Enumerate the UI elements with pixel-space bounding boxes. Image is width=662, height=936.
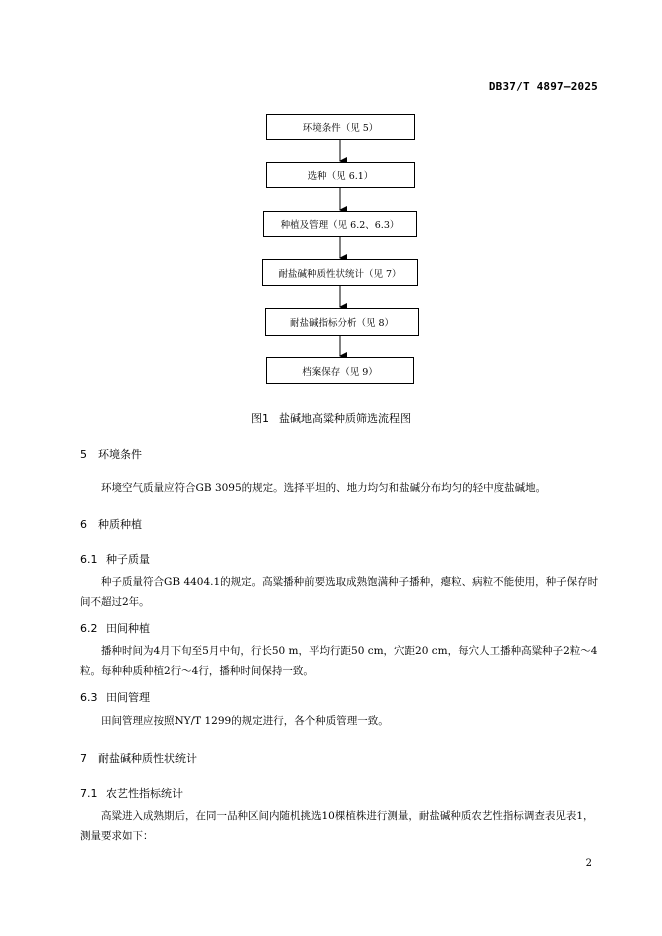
section-title: 种子质量 — [106, 553, 150, 566]
section-number: 7 — [80, 752, 87, 765]
section-title: 耐盐碱种质性状统计 — [98, 752, 197, 765]
section-6-3-heading — [80, 689, 150, 705]
section-title: 环境条件 — [98, 448, 142, 461]
flow-box-trait-statistics: 耐盐碱种质性状统计（见 7） — [262, 259, 418, 286]
section-title: 田间管理 — [106, 691, 150, 704]
section-number: 6.3 — [80, 691, 98, 704]
figure-number: 图1 — [251, 412, 269, 425]
flow-box-archive: 档案保存（见 9） — [266, 357, 414, 384]
section-number: 6.1 — [80, 553, 98, 566]
section-title: 农艺性指标统计 — [106, 787, 183, 800]
section-7-heading — [80, 750, 197, 766]
document-code-header: DB37/T 4897—2025 — [488, 80, 598, 93]
section-6-3-body: 田间管理应按照NY/T 1299的规定进行，各个种质管理一致。 — [101, 715, 389, 727]
section-number: 6.2 — [80, 622, 98, 635]
figure-title: 盐碱地高粱种质筛选流程图 — [279, 412, 411, 425]
page-number: 2 — [585, 858, 592, 869]
section-number: 5 — [80, 448, 87, 461]
section-6-heading — [80, 516, 142, 532]
flowchart-arrows — [0, 0, 662, 400]
flow-box-index-analysis: 耐盐碱指标分析（见 8） — [265, 308, 419, 336]
section-5-body: 环境空气质量应符合GB 3095的规定。选择平坦的、地力均匀和盐碱分布均匀的轻中度盐碱地。 — [101, 482, 547, 494]
section-number: 6 — [80, 518, 87, 531]
section-6-1-body: 种子质量符合GB 4404.1的规定。高粱播种前要选取成熟饱满种子播种，瘪粒、病粒不能使用，种子保存时间不超过2年。 — [80, 576, 599, 608]
section-7-1-body: 高粱进入成熟期后，在同一品种区间内随机挑选10棵植株进行测量，耐盐碱种质农艺性指标调查表见表1，测量要求如下： — [80, 810, 594, 842]
section-6-2-body: 播种时间为4月下旬至5月中旬，行长50 m，平均行距50 cm，穴距20 cm，每穴人工播种高粱种子2粒～4粒。每种种质种植2行～4行，播种时间保持一致。 — [80, 645, 598, 677]
section-6-2-heading — [80, 620, 150, 636]
section-6-1-heading — [80, 551, 150, 567]
figure-caption — [0, 410, 662, 426]
section-title: 种质种植 — [98, 518, 142, 531]
section-5-heading — [80, 446, 142, 462]
section-title: 田间种植 — [106, 622, 150, 635]
flow-box-environment: 环境条件（见 5） — [266, 114, 415, 140]
flow-box-seed-selection: 选种（见 6.1） — [266, 162, 415, 188]
flow-box-planting-management: 种植及管理（见 6.2、6.3） — [263, 211, 417, 237]
section-number: 7.1 — [80, 787, 98, 800]
section-7-1-heading — [80, 785, 183, 801]
